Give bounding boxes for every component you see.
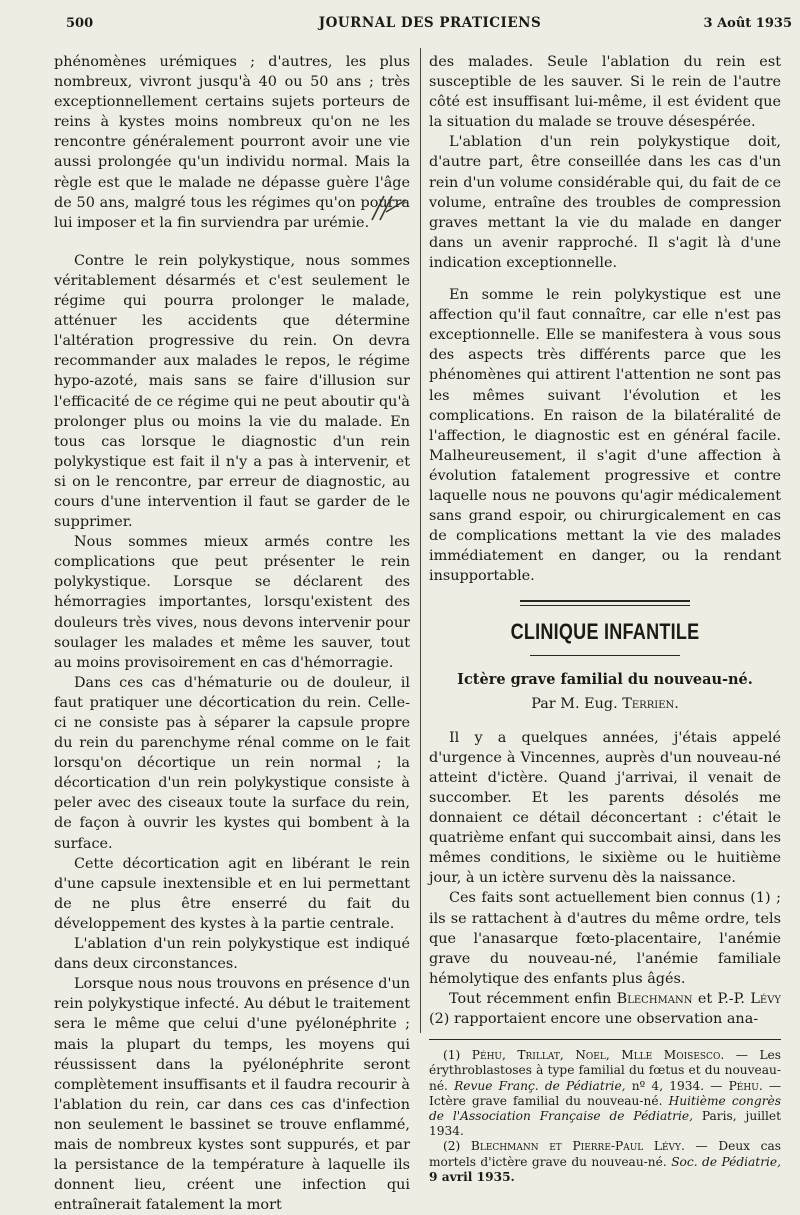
footnote-rule <box>429 1039 781 1040</box>
paragraph: Il y a quelques années, j'étais appelé d'urgence à Vincennes, auprès d'un nouveau-né atteint d'ictère. Quand j'arrivai, il venait de succomber. Et les parents désolés me donnaient ce détail déconcertant : c'était le quatrième enfant qui succombait ainsi, dans les mêmes conditions, le sixième ou le huitième jour, à un ictère survenu dès la naissance. <box>429 729 781 887</box>
paragraph: des malades. Seule l'ablation du rein est susceptible de les sauver. Si le rein de l'autre côté est insuffisant lui-même, il est évident que la situation du malade se trouve désespérée. <box>429 54 781 131</box>
paragraph: L'ablation d'un rein polykystique doit, d'autre part, être conseillée dans les cas d'un rein d'un volume considérable qui, du fait de ce volume, entraîne des troubles de compression graves mettant la vie du malade en danger dans un avenir rapproché. Il s'agit là d'une indication exceptionnelle. <box>429 134 781 271</box>
footnote-text: — Ictère grave familial du nouveau-né. <box>429 1078 782 1108</box>
footnote-authors: Péhu. <box>728 1078 763 1093</box>
author-name: Lévy <box>750 990 782 1007</box>
paragraph: Dans ces cas d'hématurie ou de douleur, il faut pratiquer une décortication du rein. Celle-ci ne consiste pas à séparer la capsule propre du rein du parenchyme rénal comme on le fait lorsqu'on décortique un rein normal ; la décortication d'un rein polykystique consiste à peler avec des ciseaux toute la surface du rein, de façon à ouvrir les kystes qui bombent à la surface. <box>54 674 410 852</box>
footnote-journal: Soc. de Pédiatrie, <box>671 1154 782 1169</box>
text-span: et P.-P. <box>697 990 746 1007</box>
author-name: Blechmann <box>616 990 693 1007</box>
footnote-text: Paris, juillet 1934. <box>429 1108 781 1139</box>
footnote-text: — Les érythroblastoses à type familial du fœtus et du nouveau-né. <box>429 1048 782 1093</box>
page-number: 500 <box>66 16 94 31</box>
paragraph <box>429 989 781 1029</box>
byline-author: Terrien. <box>622 695 679 712</box>
paragraph: L'ablation d'un rein polykystique est indiqué dans deux circonstances. <box>54 936 410 973</box>
footnote-text: 9 avril 1935. <box>429 1169 515 1184</box>
running-header <box>66 12 794 34</box>
column-divider <box>420 48 421 1033</box>
issue-date: 3 Août 1935 <box>703 16 792 31</box>
article-title: Ictère grave familial du nouveau-né. <box>457 670 753 688</box>
handwritten-mark <box>368 190 412 226</box>
footnote-1 <box>429 1048 781 1139</box>
paragraph: Lorsque nous nous trouvons en présence d'un rein polykystique infecté. Au début le traitement sera le même que celui d'une pyélonéphrite ; mais la plupart du temps, les moyens qui réussissent dans la pyélonéphrite seront complètement insuffisants et il faudra recourir à l'ablation du rein, car dans ces cas d'infection non seulement le bassinet se trouve enflammé, mais de nombreux kystes sont suppurés, et par la persistance de la température à laquelle ils donnent lieu, créent une infection qui entraînerait fatalement la mort <box>54 976 410 1214</box>
footnote-text: — Deux cas mortels d'ictère grave du nouveau-né. <box>429 1139 782 1169</box>
footnote-label: (2) <box>443 1139 461 1154</box>
paragraph: phénomènes urémiques ; d'autres, les plus nombreux, vivront jusqu'à 40 ou 50 ans ; très exceptionnellement certains sujets porteurs de reins à kystes moins nombreux qu'on ne les rencontre généralement pourront avoir une vie aussi prolongée qu'un individu normal. Mais la règle est que le malade ne dépasse guère l'âge de 50 ans, malgré tous les régimes qu'on pourra lui imposer et la fin surviendra par urémie. <box>54 54 410 231</box>
byline <box>429 694 781 714</box>
paragraph: Cette décortication agit en libérant le rein d'une capsule inextensible et en lui permettant de ne plus être enserré du fait du développement des kystes à la partie centrale. <box>54 855 410 932</box>
text-span: Tout récemment enfin <box>449 990 612 1007</box>
byline-prefix: Par M. Eug. <box>531 695 618 712</box>
footnote-authors: Blechmann et Pierre-Paul Lévy. <box>470 1139 685 1154</box>
footnote-2 <box>429 1139 781 1185</box>
paragraph: Contre le rein polykystique, nous sommes véritablement désarmés et c'est seulement le régime qui pourra prolonger le malade, atténuer les accidents que détermine l'altération progressive du rein. On devra recommander aux malades le repos, le régime hypo-azoté, mais sans se faire d'illusion sur l'efficacité de ce régime qui ne peut aboutir qu'à prolonger plus ou moins la vie du malade. En tous cas lorsque le diagnostic d'un rein polykystique est fait il n'y a pas à intervenir, et si on le rencontre, par erreur de diagnostic, au cours d'une intervention il faut se garder de le supprimer. <box>54 252 410 531</box>
paragraph: Ces faits sont actuellement bien connus (1) ; ils se rattachent à d'autres du même ordre, tels que l'anasarque fœto-placentaire, l'anémie grave du nouveau-né, l'anémie familiale hémolytique des enfants plus âgés. <box>429 890 781 987</box>
footnote-authors: Péhu, Trillat, Noel, Mlle Moisesco. <box>471 1048 725 1063</box>
right-column <box>429 52 781 1185</box>
paragraph: En somme le rein polykystique est une affection qu'il faut connaître, car elle n'est pas exceptionnelle. Elle se manifestera à vous sous des aspects très différents parce que les phénomènes qui attirent l'attention ne sont pas les mêmes suivant l'évolution et les complications. En raison de la bilatéralité de l'affection, le diagnostic est en général facile. Malheureusement, il s'agit d'une affection à évolution fatalement progressive et contre laquelle nous ne pouvons qu'agir médicalement sans grand espoir, ou chirurgicalement en cas de complications mettant la vie des malades immédiatement en danger, ou la rendant insupportable. <box>429 287 781 585</box>
footnotes <box>429 1048 781 1185</box>
journal-title: JOURNAL DES PRATICIENS <box>318 15 542 31</box>
section-title: CLINIQUE INFANTILE <box>510 619 700 645</box>
paragraph: Nous sommes mieux armés contre les complications que peut présenter le rein polykystique. Lorsque se déclarent des hémorragies importantes, lorsqu'existent des douleurs très vives, nous devons intervenir pour soulager les malades et même les sauver, tout au moins provisoirement en cas d'hémorragie. <box>54 534 410 671</box>
footnote-text: nº 4, 1934. — <box>631 1078 723 1093</box>
footnote-journal: Huitième congrès de l'Association Française de Pédiatrie, <box>429 1093 782 1123</box>
section-rule <box>520 600 690 606</box>
left-column <box>54 52 410 1215</box>
title-rule <box>530 655 680 656</box>
footnote-label: (1) <box>443 1048 461 1063</box>
footnote-journal: Revue Franç. de Pédiatrie, <box>454 1078 626 1093</box>
text-span: (2) rapportaient encore une observation ana- <box>429 1011 759 1028</box>
